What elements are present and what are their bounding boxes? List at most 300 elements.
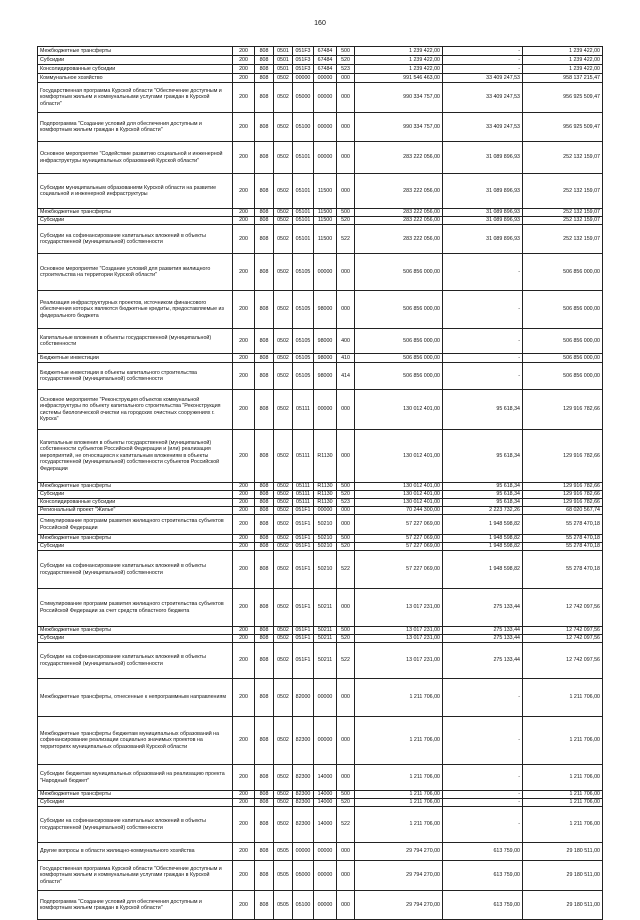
vedomstvo-code: 808 <box>255 56 274 65</box>
grbs-code: 200 <box>233 430 255 483</box>
row-name: Субсидии на софинансирование капитальных вложений в объекты государственной (муниципальной) собственности <box>38 807 233 843</box>
program-code: 05111 <box>293 430 314 483</box>
executed-amount: 31 089 896,93 <box>443 174 523 209</box>
grbs-code: 200 <box>233 83 255 113</box>
assigned-amount: 990 334 757,00 <box>355 83 443 113</box>
assigned-amount: 283 222 056,00 <box>355 217 443 225</box>
expense-type-code: 000 <box>337 142 355 174</box>
table-row <box>38 679 603 717</box>
remaining-amount: 1 211 706,00 <box>523 799 603 807</box>
program-code: 051F1 <box>293 643 314 679</box>
grbs-code: 200 <box>233 254 255 291</box>
direction-code: 67484 <box>314 56 337 65</box>
row-name: Субсидии муниципальным образованиям Курской области на развитие социальной и инженерной инфраструктуры <box>38 174 233 209</box>
table-row <box>38 363 603 390</box>
razdel-code: 0502 <box>274 551 293 589</box>
program-code: 051F1 <box>293 635 314 643</box>
direction-code: 50211 <box>314 589 337 627</box>
direction-code: 98000 <box>314 354 337 363</box>
grbs-code: 200 <box>233 499 255 507</box>
vedomstvo-code: 808 <box>255 142 274 174</box>
program-code: 05111 <box>293 491 314 499</box>
razdel-code: 0502 <box>274 74 293 83</box>
executed-amount: 1 948 598,82 <box>443 515 523 535</box>
assigned-amount: 1 211 706,00 <box>355 791 443 799</box>
program-code: 82300 <box>293 799 314 807</box>
program-code: 051F3 <box>293 47 314 56</box>
program-code: 051F1 <box>293 535 314 543</box>
row-name: Субсидии бюджетам муниципальных образований на реализацию проекта "Народный бюджет" <box>38 765 233 791</box>
executed-amount: - <box>443 65 523 74</box>
expense-type-code: 000 <box>337 113 355 142</box>
grbs-code: 200 <box>233 799 255 807</box>
remaining-amount: 506 856 000,00 <box>523 291 603 329</box>
assigned-amount: 1 211 706,00 <box>355 765 443 791</box>
assigned-amount: 130 012 401,00 <box>355 390 443 430</box>
direction-code: 00000 <box>314 717 337 765</box>
vedomstvo-code: 808 <box>255 225 274 254</box>
row-name: Субсидии <box>38 56 233 65</box>
program-code: 05105 <box>293 329 314 354</box>
assigned-amount: 1 239 422,00 <box>355 47 443 56</box>
direction-code: 11500 <box>314 174 337 209</box>
direction-code: 00000 <box>314 390 337 430</box>
program-code: 05105 <box>293 363 314 390</box>
program-code: 051F1 <box>293 543 314 551</box>
vedomstvo-code: 808 <box>255 891 274 920</box>
table-row <box>38 499 603 507</box>
grbs-code: 200 <box>233 209 255 217</box>
remaining-amount: 129 916 782,66 <box>523 390 603 430</box>
program-code: 051F1 <box>293 507 314 515</box>
program-code: 051F1 <box>293 589 314 627</box>
grbs-code: 200 <box>233 891 255 920</box>
table-row <box>38 209 603 217</box>
direction-code: 98000 <box>314 363 337 390</box>
row-name: Субсидии на софинансирование капитальных вложений в объекты государственной (муниципальной) собственности <box>38 225 233 254</box>
razdel-code: 0502 <box>274 174 293 209</box>
row-name: Другие вопросы в области жилищно-коммунального хозяйства <box>38 843 233 861</box>
remaining-amount: 506 856 000,00 <box>523 254 603 291</box>
table-row <box>38 717 603 765</box>
executed-amount: 275 133,44 <box>443 627 523 635</box>
grbs-code: 200 <box>233 507 255 515</box>
table-row <box>38 861 603 891</box>
vedomstvo-code: 808 <box>255 627 274 635</box>
direction-code: R1130 <box>314 430 337 483</box>
assigned-amount: 13 017 231,00 <box>355 635 443 643</box>
program-code: 05101 <box>293 217 314 225</box>
razdel-code: 0502 <box>274 329 293 354</box>
table-row <box>38 627 603 635</box>
table-row <box>38 390 603 430</box>
vedomstvo-code: 808 <box>255 483 274 491</box>
razdel-code: 0502 <box>274 643 293 679</box>
remaining-amount: 129 916 782,66 <box>523 483 603 491</box>
table-row <box>38 843 603 861</box>
program-code: 82300 <box>293 807 314 843</box>
program-code: 05100 <box>293 891 314 920</box>
direction-code: 98000 <box>314 329 337 354</box>
executed-amount: - <box>443 679 523 717</box>
table-row <box>38 551 603 589</box>
assigned-amount: 70 244 300,00 <box>355 507 443 515</box>
grbs-code: 200 <box>233 643 255 679</box>
razdel-code: 0502 <box>274 627 293 635</box>
assigned-amount: 57 227 069,00 <box>355 551 443 589</box>
table-row <box>38 635 603 643</box>
expense-type-code: 500 <box>337 535 355 543</box>
assigned-amount: 283 222 056,00 <box>355 209 443 217</box>
direction-code: 14000 <box>314 807 337 843</box>
razdel-code: 0502 <box>274 217 293 225</box>
remaining-amount: 506 856 000,00 <box>523 354 603 363</box>
executed-amount: 275 133,44 <box>443 589 523 627</box>
executed-amount: - <box>443 47 523 56</box>
grbs-code: 200 <box>233 329 255 354</box>
direction-code: 11500 <box>314 217 337 225</box>
assigned-amount: 990 334 757,00 <box>355 113 443 142</box>
row-name: Реализация инфраструктурных проектов, источником финансового обеспечения которых являются бюджетные кредиты, предоставляемые из федерального бюджета <box>38 291 233 329</box>
vedomstvo-code: 808 <box>255 499 274 507</box>
grbs-code: 200 <box>233 551 255 589</box>
table-row <box>38 142 603 174</box>
razdel-code: 0505 <box>274 891 293 920</box>
remaining-amount: 252 132 159,07 <box>523 217 603 225</box>
expense-type-code: 000 <box>337 74 355 83</box>
grbs-code: 200 <box>233 843 255 861</box>
program-code: 051F1 <box>293 515 314 535</box>
vedomstvo-code: 808 <box>255 74 274 83</box>
row-name: Субсидии на софинансирование капитальных вложений в объекты государственной (муниципальной) собственности <box>38 551 233 589</box>
table-row <box>38 74 603 83</box>
row-name: Межбюджетные трансферты <box>38 483 233 491</box>
vedomstvo-code: 808 <box>255 807 274 843</box>
program-code: 05105 <box>293 254 314 291</box>
table-row <box>38 291 603 329</box>
expense-type-code: 000 <box>337 861 355 891</box>
vedomstvo-code: 808 <box>255 717 274 765</box>
executed-amount: - <box>443 765 523 791</box>
budget-table <box>37 46 603 920</box>
row-name: Межбюджетные трансферты <box>38 791 233 799</box>
razdel-code: 0502 <box>274 799 293 807</box>
row-name: Межбюджетные трансферты, отнесенные к непрограммным направлениям <box>38 679 233 717</box>
grbs-code: 200 <box>233 225 255 254</box>
direction-code: 00000 <box>314 254 337 291</box>
grbs-code: 200 <box>233 765 255 791</box>
direction-code: 00000 <box>314 843 337 861</box>
expense-type-code: 522 <box>337 807 355 843</box>
expense-type-code: 523 <box>337 65 355 74</box>
grbs-code: 200 <box>233 535 255 543</box>
expense-type-code: 500 <box>337 627 355 635</box>
vedomstvo-code: 808 <box>255 363 274 390</box>
expense-type-code: 500 <box>337 791 355 799</box>
executed-amount: 95 618,34 <box>443 430 523 483</box>
remaining-amount: 1 211 706,00 <box>523 765 603 791</box>
assigned-amount: 29 794 270,00 <box>355 891 443 920</box>
assigned-amount: 506 856 000,00 <box>355 291 443 329</box>
razdel-code: 0502 <box>274 254 293 291</box>
direction-code: 50210 <box>314 535 337 543</box>
razdel-code: 0502 <box>274 291 293 329</box>
expense-type-code: 520 <box>337 635 355 643</box>
expense-type-code: 520 <box>337 491 355 499</box>
vedomstvo-code: 808 <box>255 491 274 499</box>
razdel-code: 0502 <box>274 225 293 254</box>
program-code: 05105 <box>293 354 314 363</box>
razdel-code: 0502 <box>274 791 293 799</box>
assigned-amount: 1 211 706,00 <box>355 717 443 765</box>
assigned-amount: 283 222 056,00 <box>355 225 443 254</box>
table-row <box>38 515 603 535</box>
razdel-code: 0502 <box>274 113 293 142</box>
row-name: Межбюджетные трансферты <box>38 47 233 56</box>
row-name: Подпрограмма "Создание условий для обеспечения доступным и комфортным жильем граждан в Курской области" <box>38 113 233 142</box>
program-code: 05101 <box>293 142 314 174</box>
direction-code: 50210 <box>314 543 337 551</box>
remaining-amount: 506 856 000,00 <box>523 329 603 354</box>
razdel-code: 0502 <box>274 679 293 717</box>
executed-amount: 613 759,00 <box>443 843 523 861</box>
razdel-code: 0502 <box>274 209 293 217</box>
row-name: Капитальные вложения в объекты государственной (муниципальной) собственности <box>38 329 233 354</box>
executed-amount: - <box>443 791 523 799</box>
program-code: 05101 <box>293 209 314 217</box>
vedomstvo-code: 808 <box>255 535 274 543</box>
razdel-code: 0502 <box>274 363 293 390</box>
table-row <box>38 543 603 551</box>
row-name: Субсидии <box>38 635 233 643</box>
remaining-amount: 12 742 097,56 <box>523 643 603 679</box>
remaining-amount: 958 137 215,47 <box>523 74 603 83</box>
assigned-amount: 506 856 000,00 <box>355 254 443 291</box>
remaining-amount: 252 132 159,07 <box>523 142 603 174</box>
vedomstvo-code: 808 <box>255 551 274 589</box>
grbs-code: 200 <box>233 483 255 491</box>
assigned-amount: 506 856 000,00 <box>355 354 443 363</box>
direction-code: 00000 <box>314 113 337 142</box>
direction-code: 50211 <box>314 627 337 635</box>
razdel-code: 0502 <box>274 717 293 765</box>
program-code: 051F3 <box>293 56 314 65</box>
assigned-amount: 57 227 069,00 <box>355 515 443 535</box>
executed-amount: 95 618,34 <box>443 483 523 491</box>
razdel-code: 0502 <box>274 83 293 113</box>
table-row <box>38 113 603 142</box>
program-code: 82300 <box>293 717 314 765</box>
assigned-amount: 130 012 401,00 <box>355 483 443 491</box>
grbs-code: 200 <box>233 635 255 643</box>
vedomstvo-code: 808 <box>255 354 274 363</box>
expense-type-code: 522 <box>337 643 355 679</box>
executed-amount: 613 759,00 <box>443 891 523 920</box>
row-name: Субсидии <box>38 491 233 499</box>
table-row <box>38 174 603 209</box>
table-row <box>38 47 603 56</box>
executed-amount: - <box>443 807 523 843</box>
expense-type-code: 000 <box>337 83 355 113</box>
row-name: Основное мероприятие "Создание условий для развития жилищного строительства на территории Курской области" <box>38 254 233 291</box>
executed-amount: 33 409 247,53 <box>443 113 523 142</box>
remaining-amount: 12 742 097,56 <box>523 635 603 643</box>
grbs-code: 200 <box>233 354 255 363</box>
razdel-code: 0502 <box>274 543 293 551</box>
razdel-code: 0502 <box>274 354 293 363</box>
expense-type-code: 000 <box>337 717 355 765</box>
program-code: 82300 <box>293 791 314 799</box>
grbs-code: 200 <box>233 65 255 74</box>
row-name: Субсидии на софинансирование капитальных вложений в объекты государственной (муниципальной) собственности <box>38 643 233 679</box>
direction-code: 14000 <box>314 791 337 799</box>
remaining-amount: 1 211 706,00 <box>523 717 603 765</box>
remaining-amount: 129 916 782,66 <box>523 491 603 499</box>
expense-type-code: 000 <box>337 765 355 791</box>
assigned-amount: 1 211 706,00 <box>355 799 443 807</box>
grbs-code: 200 <box>233 679 255 717</box>
row-name: Субсидии <box>38 799 233 807</box>
executed-amount: 31 089 896,93 <box>443 217 523 225</box>
remaining-amount: 12 742 097,56 <box>523 627 603 635</box>
expense-type-code: 000 <box>337 843 355 861</box>
program-code: 05101 <box>293 174 314 209</box>
table-row <box>38 791 603 799</box>
grbs-code: 200 <box>233 113 255 142</box>
row-name: Стимулирование программ развития жилищного строительства субъектов Российской Федерации за счет средств областного бюджета <box>38 589 233 627</box>
grbs-code: 200 <box>233 627 255 635</box>
direction-code: 11500 <box>314 209 337 217</box>
expense-type-code: 000 <box>337 254 355 291</box>
table-row <box>38 799 603 807</box>
program-code: 05101 <box>293 225 314 254</box>
assigned-amount: 130 012 401,00 <box>355 499 443 507</box>
direction-code: 98000 <box>314 291 337 329</box>
row-name: Основное мероприятие "Реконструкция объектов коммунальной инфраструктуры по объекту капитального строительства "Реконструкция системы биологической очистки на городских очистных сооружениях г. Курска" <box>38 390 233 430</box>
assigned-amount: 29 794 270,00 <box>355 843 443 861</box>
executed-amount: - <box>443 354 523 363</box>
assigned-amount: 57 227 069,00 <box>355 535 443 543</box>
remaining-amount: 1 239 422,00 <box>523 47 603 56</box>
executed-amount: - <box>443 329 523 354</box>
program-code: 05111 <box>293 499 314 507</box>
program-code: 051F1 <box>293 551 314 589</box>
row-name: Межбюджетные трансферты <box>38 535 233 543</box>
razdel-code: 0502 <box>274 589 293 627</box>
grbs-code: 200 <box>233 807 255 843</box>
grbs-code: 200 <box>233 791 255 799</box>
grbs-code: 200 <box>233 390 255 430</box>
assigned-amount: 57 227 069,00 <box>355 543 443 551</box>
table-row <box>38 65 603 74</box>
expense-type-code: 000 <box>337 679 355 717</box>
grbs-code: 200 <box>233 217 255 225</box>
expense-type-code: 400 <box>337 329 355 354</box>
table-row <box>38 491 603 499</box>
expense-type-code: 500 <box>337 209 355 217</box>
table-row <box>38 354 603 363</box>
razdel-code: 0502 <box>274 535 293 543</box>
remaining-amount: 252 132 159,07 <box>523 225 603 254</box>
executed-amount: - <box>443 291 523 329</box>
executed-amount: - <box>443 717 523 765</box>
grbs-code: 200 <box>233 363 255 390</box>
row-name: Коммунальное хозяйство <box>38 74 233 83</box>
direction-code: 00000 <box>314 679 337 717</box>
table-row <box>38 56 603 65</box>
grbs-code: 200 <box>233 174 255 209</box>
razdel-code: 0502 <box>274 515 293 535</box>
grbs-code: 200 <box>233 861 255 891</box>
assigned-amount: 29 794 270,00 <box>355 861 443 891</box>
row-name: Межбюджетные трансферты бюджетам муниципальных образований на софинансирование реализации социально значимых проектов на территориях муниципальных образований Курской области <box>38 717 233 765</box>
razdel-code: 0501 <box>274 47 293 56</box>
program-code: 05000 <box>293 83 314 113</box>
remaining-amount: 252 132 159,07 <box>523 174 603 209</box>
vedomstvo-code: 808 <box>255 254 274 291</box>
program-code: 05111 <box>293 390 314 430</box>
executed-amount: 275 133,44 <box>443 643 523 679</box>
executed-amount: 2 223 732,26 <box>443 507 523 515</box>
executed-amount: 95 618,34 <box>443 499 523 507</box>
vedomstvo-code: 808 <box>255 507 274 515</box>
razdel-code: 0501 <box>274 65 293 74</box>
vedomstvo-code: 808 <box>255 47 274 56</box>
grbs-code: 200 <box>233 47 255 56</box>
executed-amount: - <box>443 56 523 65</box>
expense-type-code: 520 <box>337 56 355 65</box>
program-code: 051F1 <box>293 627 314 635</box>
remaining-amount: 1 211 706,00 <box>523 679 603 717</box>
direction-code: 50211 <box>314 635 337 643</box>
grbs-code: 200 <box>233 142 255 174</box>
row-name: Субсидии <box>38 217 233 225</box>
vedomstvo-code: 808 <box>255 679 274 717</box>
assigned-amount: 13 017 231,00 <box>355 643 443 679</box>
expense-type-code: 000 <box>337 515 355 535</box>
program-code: 05100 <box>293 113 314 142</box>
direction-code: 00000 <box>314 142 337 174</box>
expense-type-code: 520 <box>337 217 355 225</box>
assigned-amount: 1 211 706,00 <box>355 807 443 843</box>
razdel-code: 0502 <box>274 507 293 515</box>
remaining-amount: 1 239 422,00 <box>523 56 603 65</box>
remaining-amount: 29 180 511,00 <box>523 861 603 891</box>
remaining-amount: 129 916 782,66 <box>523 499 603 507</box>
program-code: 82000 <box>293 679 314 717</box>
direction-code: 50210 <box>314 551 337 589</box>
row-name: Консолидированные субсидии <box>38 65 233 74</box>
executed-amount: 33 409 247,53 <box>443 74 523 83</box>
direction-code: R1130 <box>314 491 337 499</box>
direction-code: 50211 <box>314 643 337 679</box>
assigned-amount: 506 856 000,00 <box>355 329 443 354</box>
table-row <box>38 430 603 483</box>
assigned-amount: 130 012 401,00 <box>355 430 443 483</box>
table-row <box>38 217 603 225</box>
page-number: 160 <box>314 20 326 27</box>
program-code: 051F3 <box>293 65 314 74</box>
direction-code: 00000 <box>314 507 337 515</box>
grbs-code: 200 <box>233 491 255 499</box>
grbs-code: 200 <box>233 291 255 329</box>
vedomstvo-code: 808 <box>255 430 274 483</box>
expense-type-code: 520 <box>337 799 355 807</box>
table-row <box>38 254 603 291</box>
expense-type-code: 410 <box>337 354 355 363</box>
assigned-amount: 13 017 231,00 <box>355 589 443 627</box>
executed-amount: 31 089 896,93 <box>443 209 523 217</box>
